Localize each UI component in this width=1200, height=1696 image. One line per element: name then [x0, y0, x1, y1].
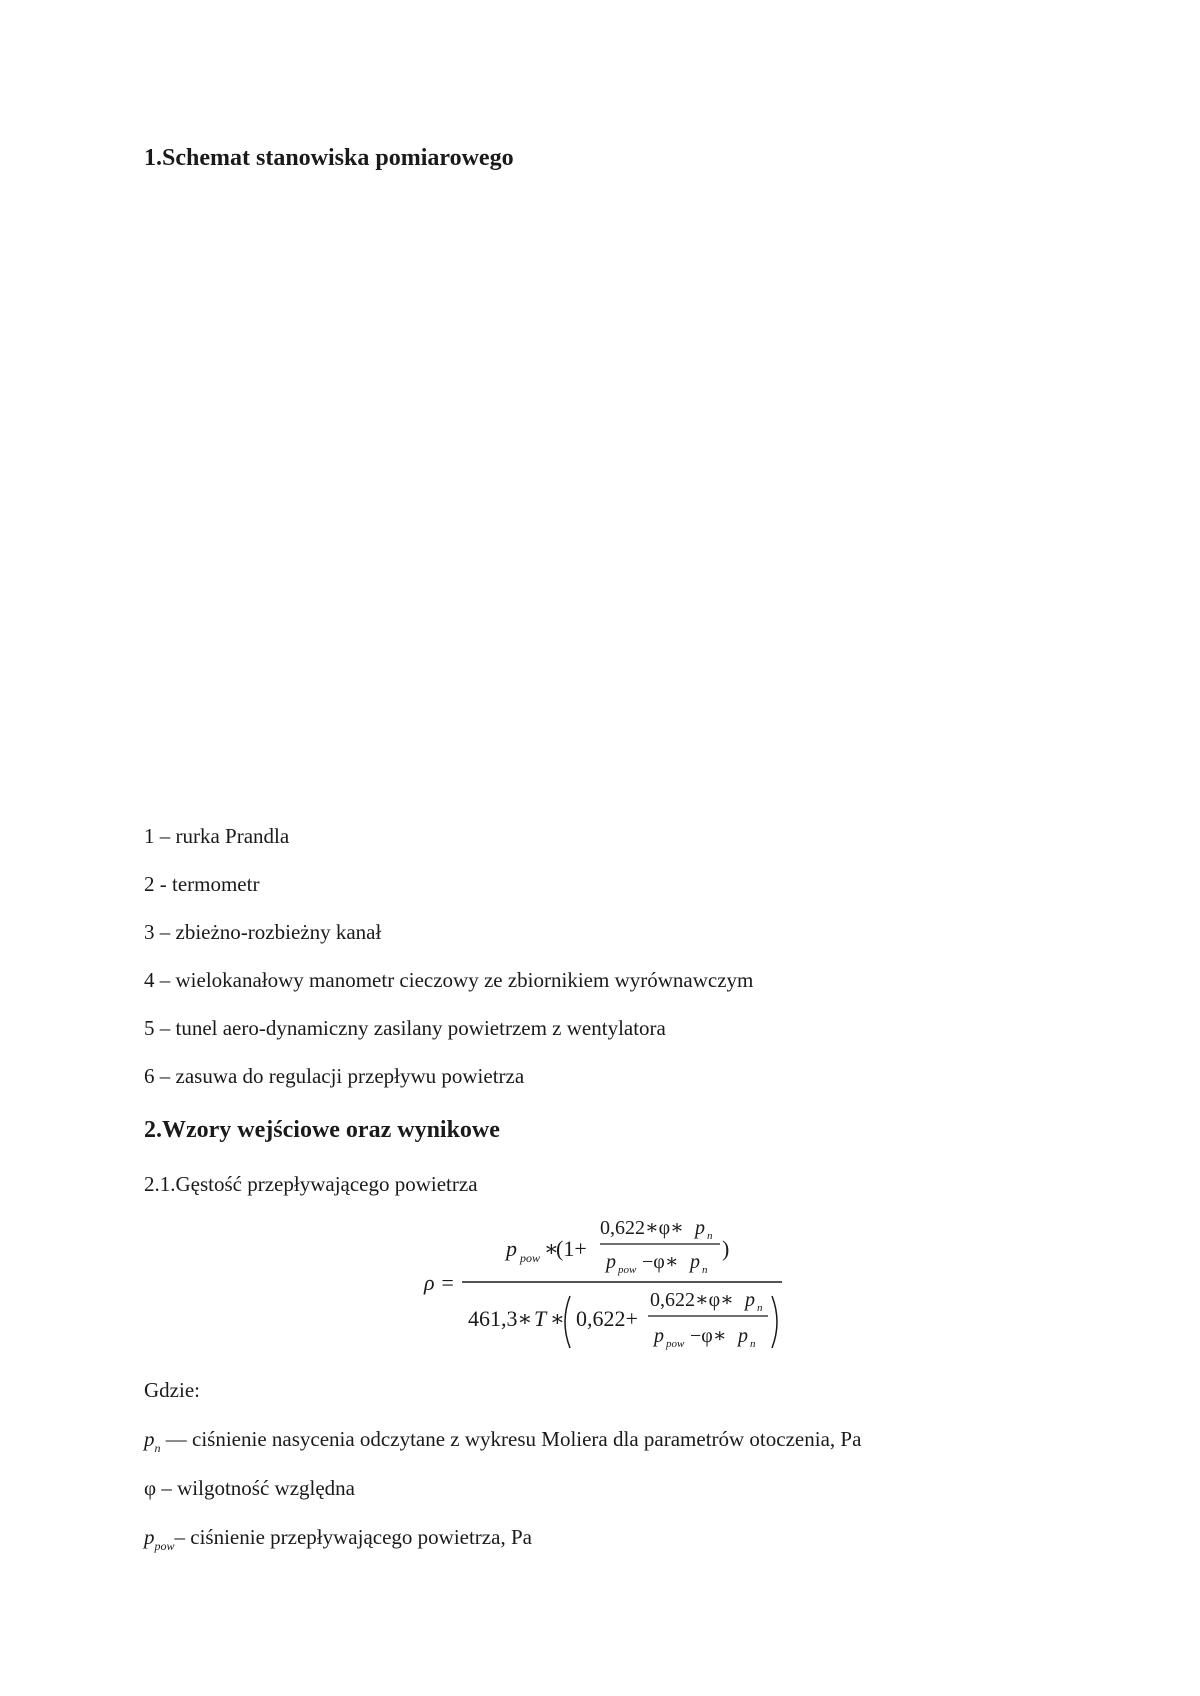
- symbol-subscript: pow: [154, 1539, 175, 1553]
- formula-p: p: [738, 1325, 748, 1347]
- formula-p: p: [690, 1251, 700, 1273]
- formula-sub-n: n: [707, 1230, 713, 1242]
- legend-item: 2 - termometr: [144, 872, 260, 896]
- where-label: Gdzie:: [144, 1378, 200, 1402]
- formula-p: p: [506, 1236, 517, 1261]
- formula-minus-phi: −φ∗: [690, 1325, 727, 1347]
- legend-item: 4 – wielokanałowy manometr cieczowy ze zbiornikiem wyrównawczym: [144, 968, 754, 992]
- formula-sub-pow: pow: [520, 1251, 541, 1265]
- formula-p: p: [695, 1217, 705, 1239]
- section-heading-schemat: 1.Schemat stanowiska pomiarowego: [144, 145, 514, 171]
- formula-sub-n: n: [750, 1338, 756, 1350]
- definition-text: – wilgotność względna: [156, 1476, 355, 1500]
- definition-ppow: [144, 1523, 532, 1560]
- formula-p: p: [745, 1289, 755, 1311]
- symbol-phi: φ: [144, 1476, 157, 1500]
- formula-4613: 461,3∗: [468, 1306, 533, 1331]
- formula-sub-pow: pow: [666, 1338, 685, 1350]
- formula-p: p: [654, 1325, 664, 1347]
- symbol-subscript: n: [154, 1441, 161, 1455]
- legend-item: 1 – rurka Prandla: [144, 824, 290, 848]
- formula-lhs: ρ =: [424, 1270, 455, 1295]
- formula-star: ∗: [544, 1236, 559, 1261]
- definition-phi: [144, 1474, 355, 1502]
- formula-minus-phi: −φ∗: [642, 1251, 679, 1273]
- definition-text: — ciśnienie nasycenia odczytane z wykresu Moliera dla parametrów otoczenia, Pa: [160, 1427, 862, 1451]
- subsection-title-density: 2.1.Gęstość przepływającego powietrza: [144, 1172, 478, 1196]
- legend-item: 6 – zasuwa do regulacji przepływu powietrza: [144, 1064, 525, 1088]
- symbol-p: p: [144, 1427, 155, 1451]
- section-heading-wzory: 2.Wzory wejściowe oraz wynikowe: [144, 1117, 500, 1143]
- tall-left-paren: [565, 1296, 570, 1348]
- formula-0622-phi: 0,622∗φ∗: [650, 1289, 734, 1311]
- legend-item: 5 – tunel aero-dynamiczny zasilany powietrzem z wentylatora: [144, 1016, 666, 1040]
- formula-close-paren: ): [722, 1236, 730, 1261]
- density-formula: [410, 1210, 810, 1360]
- formula-sub-n: n: [757, 1302, 763, 1314]
- formula-sub-n: n: [702, 1264, 708, 1276]
- formula-0622-phi: 0,622∗φ∗: [600, 1217, 684, 1239]
- formula-T: T: [534, 1306, 547, 1331]
- figure-legend: [144, 822, 753, 1110]
- formula-sub-pow: pow: [618, 1264, 637, 1276]
- formula-0622-plus: 0,622+: [576, 1306, 638, 1331]
- measurement-setup-figure: [144, 200, 1056, 800]
- formula-one-plus: (1+: [556, 1236, 587, 1261]
- symbol-p: p: [144, 1525, 155, 1549]
- tall-right-paren: [772, 1296, 777, 1348]
- definition-text: – ciśnienie przepływającego powietrza, Pa: [174, 1525, 532, 1549]
- formula-star: ∗: [550, 1306, 565, 1331]
- definition-pn: [144, 1425, 861, 1462]
- formula-p: p: [606, 1251, 616, 1273]
- legend-item: 3 – zbieżno-rozbieżny kanał: [144, 920, 382, 944]
